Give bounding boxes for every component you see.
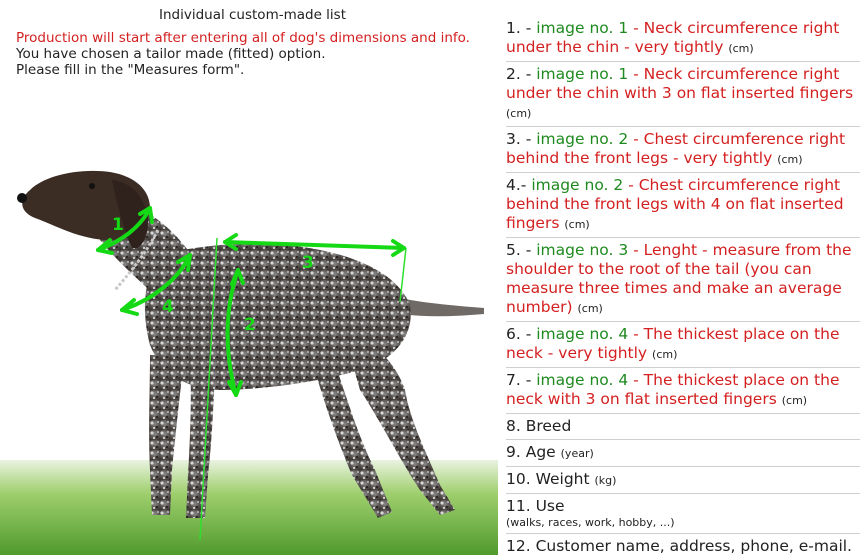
unit: (year) (560, 447, 594, 460)
image-ref: image no. 4 (536, 371, 629, 389)
unit: (cm) (777, 153, 803, 166)
measure-row-5: 5. - image no. 3 - Lenght - measure from the shoulder to the root of the tail (you can measure three times and make an average number) (cm) (506, 238, 860, 322)
age-row: 9. Age (year) (506, 440, 860, 467)
weight-row: 10. Weight (kg) (506, 467, 860, 494)
use-row: 11. Use (walks, races, work, hobby, ...) (506, 494, 860, 534)
unit: (cm) (781, 394, 808, 407)
page-title: Individual custom-made list (158, 7, 347, 23)
label-2: 2 (244, 315, 256, 335)
label-1: 1 (112, 215, 124, 235)
label-3: 3 (302, 253, 314, 273)
fill-form-note: Please fill in the "Measures form". (16, 62, 245, 78)
unit: (kg) (594, 474, 617, 487)
measure-desc: Neck circumference right under the chin with 3 on flat inserted fingers (506, 65, 854, 102)
measure-row-4: 4.- image no. 2 - Chest circumference right behind the front legs with 4 on flat inserted fingers (cm) (506, 173, 860, 238)
image-ref: image no. 3 (536, 241, 629, 259)
unit: (cm) (652, 348, 678, 361)
measure-row-2: 2. - image no. 1 - Neck circumference right under the chin with 3 on flat inserted fingers (cm) (506, 62, 860, 127)
breed-row: 8. Breed (506, 414, 860, 440)
measure-row-7: 7. - image no. 4 - The thickest place on the neck with 3 on flat inserted fingers (cm) (506, 368, 860, 414)
use-examples: (walks, races, work, hobby, ...) (506, 516, 675, 529)
measure-row-3: 3. - image no. 2 - Chest circumference right behind the front legs - very tightly (cm) (506, 127, 860, 173)
customer-row: 12. Customer name, address, phone, e-mail. (506, 537, 852, 555)
unit: (cm) (577, 302, 603, 315)
measure-row-1: 1. - image no. 1 - Neck circumference right under the chin - very tightly (cm) (506, 16, 860, 62)
chosen-option-note: You have chosen a tailor made (fitted) option. (16, 46, 326, 62)
instructions (16, 30, 470, 78)
label-4: 4 (162, 297, 174, 317)
image-ref: image no. 2 (536, 130, 629, 148)
production-note: Production will start after entering all of dog's dimensions and info. (16, 30, 470, 46)
dog-measurement-illustration (0, 90, 498, 555)
measures-list (506, 16, 860, 555)
measure-row-6: 6. - image no. 4 - The thickest place on the neck - very tightly (cm) (506, 322, 860, 368)
measure-desc: Chest circumference right behind the front legs with 4 on flat inserted fingers (506, 176, 844, 232)
measure-desc: Neck circumference right under the chin - very tightly (506, 19, 840, 56)
image-ref: image no. 4 (536, 325, 629, 343)
unit: (cm) (728, 42, 754, 55)
unit: (cm) (506, 107, 532, 120)
image-ref: image no. 1 (536, 19, 629, 37)
image-ref: image no. 1 (536, 65, 629, 83)
measure-desc: The thickest place on the neck with 3 on flat inserted fingers (506, 371, 840, 408)
measure-desc: Lenght - measure from the shoulder to the root of the tail (you can measure three times and make an average number) (506, 241, 852, 316)
measure-desc: The thickest place on the neck - very tightly (506, 325, 840, 362)
measure-desc: Chest circumference right behind the front legs - very tightly (506, 130, 846, 167)
unit: (cm) (564, 218, 590, 231)
image-ref: image no. 2 (531, 176, 624, 194)
